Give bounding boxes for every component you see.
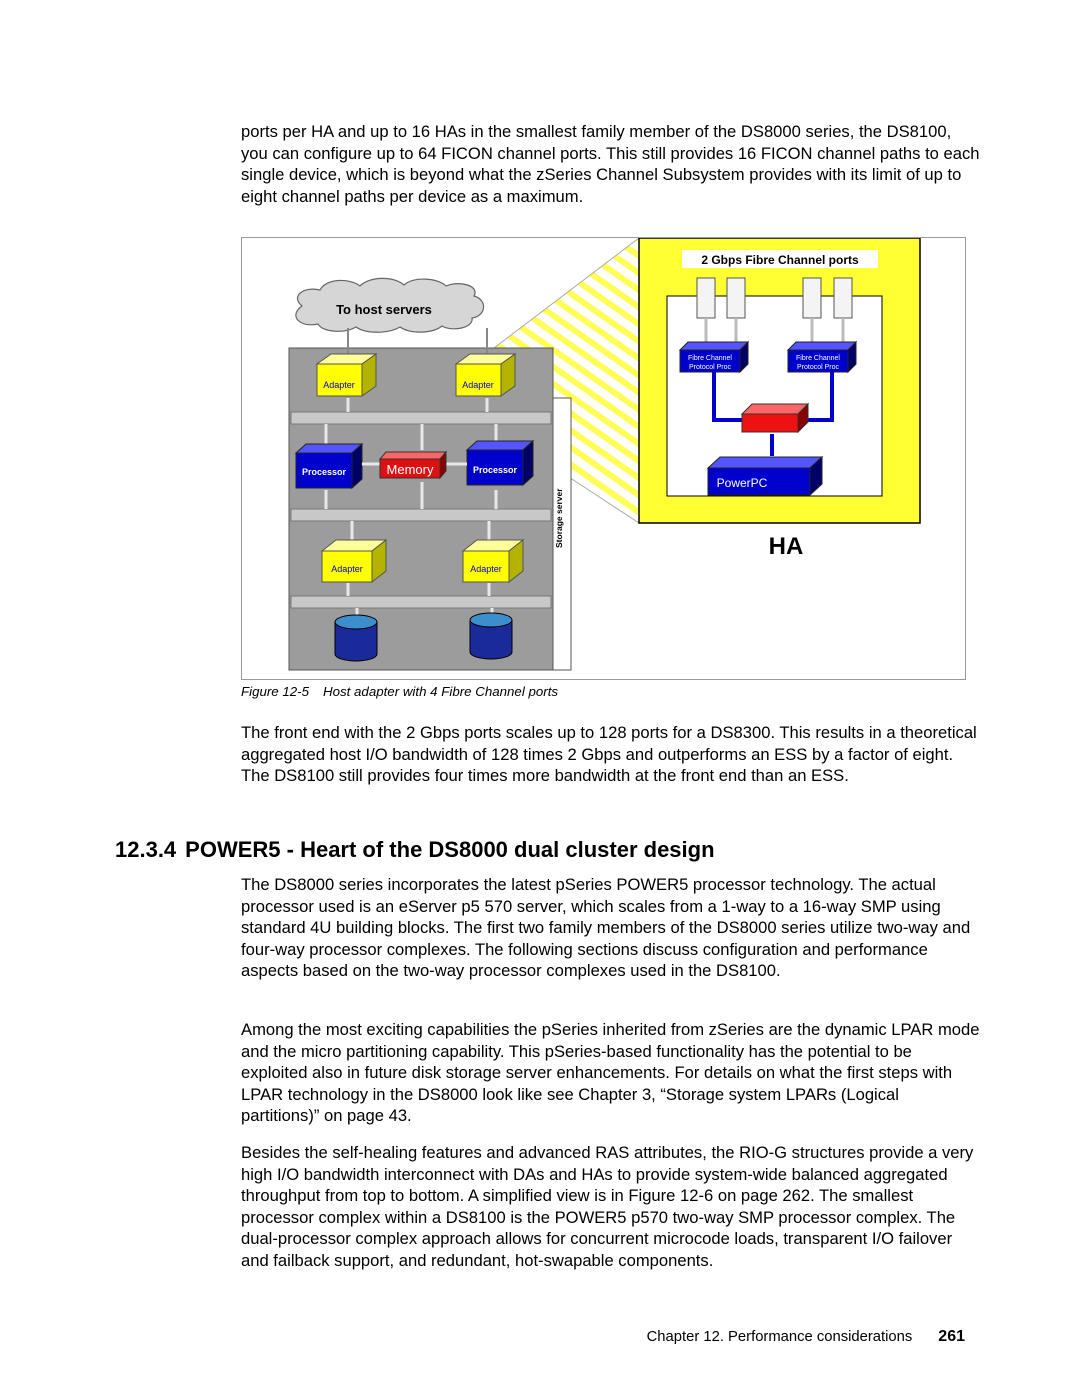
fc-label-line2: Protocol Proc (796, 364, 840, 371)
host-servers-cloud (296, 278, 484, 332)
adapter-label: Adapter (323, 380, 355, 390)
front-end-paragraph: The front end with the 2 Gbps ports scales up to 128 ports for a DS8300. This results in a theoretical aggregated host I/O bandwidth of 128 times 2 Gbps and outperforms an ESS by a factor of eight. The DS8100 still provides four times more bandwidth at the front end than an ESS. (241, 723, 977, 785)
section-title: POWER5 - Heart of the DS8000 dual cluster design (185, 837, 715, 862)
red-chip (742, 404, 808, 432)
adapter-top-right (456, 354, 515, 396)
bus-bar-top (291, 412, 551, 424)
adapter-label: Adapter (462, 380, 494, 390)
fc-protocol-proc-left (680, 342, 748, 372)
ports-label: 2 Gbps Fibre Channel ports (701, 253, 859, 267)
power5-paragraph: The DS8000 series incorporates the latest pSeries POWER5 processor technology. The actual processor used is an eServer p5 570 server, which scales from a 1-way to a 16-way SMP using standard 4U building blocks. The first two family members of the DS8000 series utilize two-way and four-way processor complexes. The following sections discuss configuration and performance aspects based on the two-way processor complexes used in the DS8100. (241, 875, 971, 980)
processor-label: Processor (301, 467, 347, 477)
section-number: 12.3.4 (115, 837, 177, 862)
page-number: 261 (938, 1328, 965, 1345)
processor-label: Processor (472, 465, 518, 475)
cloud-label: To host servers (336, 302, 432, 317)
adapter-top-left (317, 354, 376, 396)
adapter-label: Adapter (331, 564, 363, 574)
processor-left (296, 444, 362, 488)
disk-right (470, 613, 512, 659)
ha-label: HA (768, 533, 804, 560)
bus-bar-bottom (291, 596, 551, 608)
adapter-bottom-right (463, 540, 523, 582)
intro-paragraph: ports per HA and up to 16 HAs in the smallest family member of the DS8000 series, the DS8100, you can configure up to 64 FICON channel ports. This still provides 16 FICON channel paths to each single device, which is beyond what the zSeries Channel Subsystem provides with its limit of up to eight channel paths per device as a maximum. (241, 122, 980, 206)
host-adapter-diagram (242, 238, 966, 680)
footer-chapter: Chapter 12. Performance considerations (646, 1329, 913, 1345)
powerpc-chip (708, 457, 822, 495)
bus-bar-middle (291, 509, 551, 521)
fc-label-line1: Fibre Channel (688, 355, 732, 362)
caption-label: Figure 12-5 (241, 684, 309, 699)
powerpc-label: PowerPC (716, 476, 768, 490)
page-footer (500, 1328, 965, 1346)
caption-text: Host adapter with 4 Fibre Channel ports (323, 684, 559, 699)
memory-label: Memory (386, 462, 434, 477)
fc-protocol-proc-right (788, 342, 856, 372)
rio-g-paragraph: Besides the self-healing features and advanced RAS attributes, the RIO-G structures provide a very high I/O bandwidth interconnect with DAs and HAs to provide system-wide balanced aggregated throughput from top to bottom. A simplified view is in Figure 12-6 on page 262. The smallest processor complex within a DS8100 is the POWER5 p570 two-way SMP processor complex. The dual-processor complex approach allows for concurrent microcode loads, transparent I/O failover and failback support, and redundant, hot-swapable components. (241, 1143, 974, 1270)
section-heading (115, 836, 715, 864)
adapter-bottom-left (322, 540, 386, 582)
processor-right (467, 441, 533, 485)
fc-label-line2: Protocol Proc (688, 364, 732, 371)
figure-caption (241, 684, 558, 699)
storage-server-label: Storage server (554, 488, 564, 548)
host-adapter-figure (241, 237, 966, 680)
memory-module (380, 452, 446, 478)
adapter-label: Adapter (470, 564, 502, 574)
disk-left (335, 615, 377, 661)
fc-label-line1: Fibre Channel (796, 355, 840, 362)
lpar-paragraph: Among the most exciting capabilities the pSeries inherited from zSeries are the dynamic LPAR mode and the micro partitioning capability. This pSeries-based functionality has the potential to be exploited also in future disk storage server enhancements. For details on what the first steps with LPAR technology in the DS8000 look like see Chapter 3, “Storage system LPARs (Logical partitions)” on page 43. (241, 1020, 980, 1125)
